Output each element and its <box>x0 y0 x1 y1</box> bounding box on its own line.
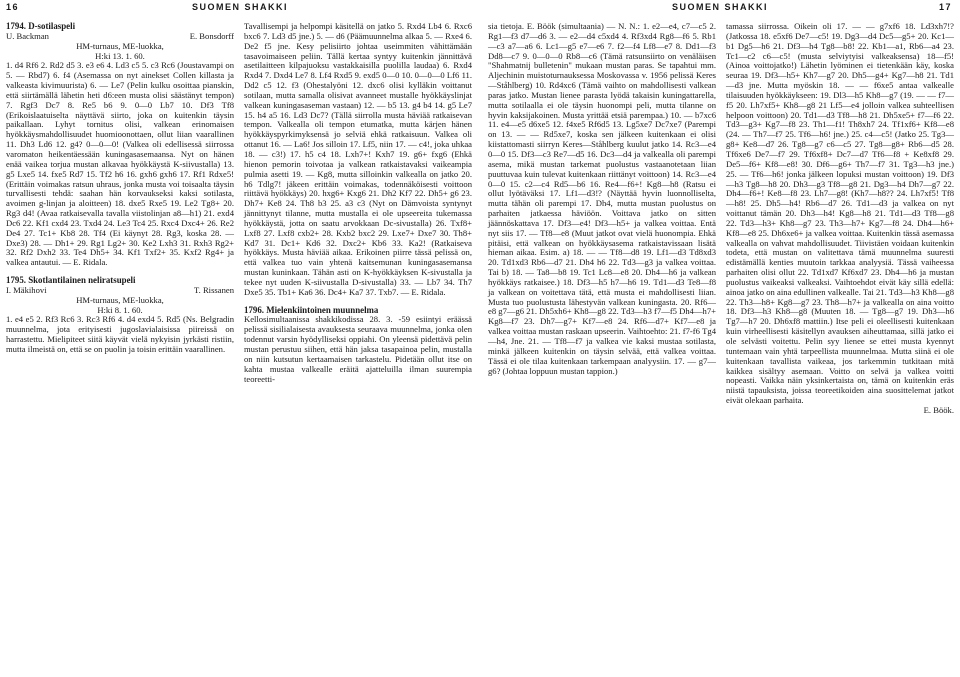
body-paragraph: tamassa siirrossa. Oikein oli 17. — — g7xf6 18. Ld3xh7!? (Jatkossa 18. e5xf6 De7—c5! 19. Dg3—d4 Dc5—g5+ 20. Kc1—b1 Dg5—h6 21. Df3—h4 Tg8—b8! 22. Kb1—a1, Rb6—a4 23. Tc1—c2 c6—c5! (musta selviytyisi valkeaksensa) 18—f5! (Ainoa voittojatko!) Lähetin lyöminen ei tietenkään käy, koska seuraa 19. Df3—h5+ Kh7—g7 20. Dh5—g4+ Kg7—h8 21. Td1—d3 jne. Mutta myöskin 18. — — f6xe5 antaa valkealle tilaisuuden hyökkäykseen: 19. Dl3—h5 Kh8—g7 (19. — — f7—f5 20. Lh7xf5+ Kh8—g8 21 Lf5—e4 jolloin valkea suhteellisen helpoon voittoon) 20. Td1—d3 Tf8—h8 21. Dh5xe5+ f7—f6 22. Td3—g3+ Kg7—f8 23. Th1—f1! Th8xh7 24. Tf1xf6+ Kf8—e8 (24. — Th7—f7 25. Tf6—h6! jne.) 25. c4—c5! (Jatko 25. Tg3—g8+ Ke8—d7 26. Tg8—g7 c6—c5 27. Tg8—g8+ Rb6—d5 28. Tf6xe6 De7—f7 29. Tf6xf8+ Dc7—d7 Tf6—f8 + Ke8xf8 29. De5—f6+ Kf8—e8! 30. Df6—g6+ Th7—f7 31. Tg3—h3 jne.) 25. — Tf6—h6! jonka jälkeen lopuksi mustan voittoon) 19. Df3—h3 Tg8—h8 20. Dh3—g3 Tf8—g8 21. Dg3—h4 Dh7—g7 22. Dh4—f6+! Ke8—f8 23. Lh7—g8! (Kh7—h8?? 24. Lh7xf5! Tf8—h8! 25. Dh5—h4! Rb6—d7 26. Td1—d3 ja valkea on nyt voittanut tämän 20. Dh3—h4! Kg8—h8 21. Td1—d3 Tf8—g8 22. Td3—h3+ Kh8—g7 23. Th3—h7+ Kg7—f8 24. Dh4—h6+ Kf8—e8 25. Dh6xe6+ ja valkea voittaa. Kuitenkin tässä asemassa valkealla on vahvat mahdollisuudet. Tiivistäen voidaan kuitenkin todeta, että mustan on valitettava tämä muunnelma suuresti edistämällä kenties muutoin tarkkaa analyysiä. Tässä vaiheessa parhaiten olisi ollut 22. Td1xd7 Kf6xd7 23. Dh4—h6 ja mustan puolustus vaikeaksi valkeaksi. Vaihtoehdot eivät käy sillä edellä: ainoa jatko on aina edullinen valkealle. Tai 21. Td3—h3 Kh8—g8 22. Th3—h8+ Kg8—g7 23. Th8—h7+ ja valkealla on aina voitto 18. Df3—h3 Kh8—g8 (Muuten 18. — Tg8—g7 19. Dh3—h6 Tg7—h7 20. Dh6xf8 mattiin.) Itse peli ei oleellisesti kuitenkaan kuin virheellisesti käsitellyn avauksen aiheuttamaa, sillä jatko ei ole selvästi voitettu. Pelin syy lienee se ettei musta kyennyt tuntemaan vain yhtä tarpeellista muunnelmaa. Mutta siinä ei ole kuitenkaan tavallista vaikeaa, jos tarkemmin tutkitaan mitä kaikkea sisältyy asemaan. Voitto on selvä ja valkea voitti nopeasti. Vaikka näin yksinkertaista on, tämä on kuitenkin eräs niistä tapauksista, joissa teoreetikoiden aina suosittelemat jatkot eivät olekaan parhaita. <box>726 21 954 406</box>
running-title: SUOMEN SHAKKI <box>191 2 288 12</box>
author-signature: E. Böök. <box>923 404 954 415</box>
white-player: I. Mäkihovi <box>6 284 47 295</box>
text-column-4 <box>726 22 954 416</box>
text-column-2 <box>244 22 472 384</box>
right-page <box>480 0 960 677</box>
game-title: 1796. Mielenkiintoinen muunnelma <box>244 304 379 315</box>
body-paragraph: Tavallisempi ja helpompi käsitellä on jatko 5. Rxd4 Lb4 6. Rxc6 bxc6 7. Ld3 d5 jne.) 5. — d6 (Päämuunnelma alkaa 5. — Rxe4 6. De2 f5 jne. Kesy pelisiirto johtaa useimmiten vähittämään tasavoimaiseen peliin. Tällä kertaa syntyy kuitenkin jännittävä asetilaitteen kilpajuoksu vastakkaisilla puolilla laudaa) 6. Rxd4 Rxd4 7. Dxd4 Le7 8. Lf4 Rxd5 9. exd5 0—0 10. 0—0—0 Lf6 11. Dd2 c5 12. f3 (Ohestalyöni 12. dxc6 olisi kylläkin voittanut sotilaan, mutta samalla olisivat avanneet mustalle hyökkäyslinjat valkean kuningasaseman vastaan) 12. — b5 13. g4 b4 14. g5 Le7 15. h4 a5 16. Ld3 Dc7? (Tällä siirrolla musta häviää ratkaisevan tempon. Valkealla oli tempon etumatka, mutta kärjen hänen hyökkäyspyrkimyksensä jo selviä ehkä ratkaisuun. Valkea oli ottanut 16. — La6! Jos silloin 17. Lf5, niin 17. — c4!, joka uhkaa 18. — c3!) 17. h5 c4 18. Lxh7+! Kxh7 19. g6+ fxg6 (Ehkä hienon pemorin toivotaa ja valkean ratkaistavaksi vaikeampia pulmia asetti 19. — Kg8, mutta silloinkin valkealla on jatko 20. h6 Tdlg7! jäkeen erittäin voimakas, todennäköisesti voittoon riittävä hyökkäys) 20. hxg6+ Kxg6 21. Dh2 Kf7 22. Dh5+ g6 23. Dh7+ Ke8 24. Th8 b3 25. a3 c3 (Nyt on Dämvoista syntynyt jännittynyt tilanne, mutta mustalla ei ole upseereita tukemassa hyökkäystä, jotta on saatu arvokkaan Dc-sivustalla) 26. Txf8+ Lxf8 27. Lxf8 cxb2+ 28. Kxb2 bxc2 29. Lxe7+ Dxe7 30. Th8+ Kd7 31. Dc1+ Kd6 32. Dxc2+ Kb6 33. Ka2! (Ratkaiseva hyökkäys. Musta häviää aikaa. Erikoinen piirre tässä pelissä on, että valkea tuo vain yhtenä kaitsemunan kuningasasemansa mustan kuninkaan. Tähän asti on K-hyökkäyksen K-sivustalla ja tekee nyt uuden K-siivustalla D-sivustalla) 33. — Lb7 34. Th7 Dxe5 35. Tb1+ Ka6 36. Dc4+ Ka7 37. Txb7. — E. Ridala. <box>244 21 472 297</box>
running-title: SUOMEN SHAKKI <box>671 2 768 12</box>
page-header <box>0 2 480 16</box>
game-title: 1794. D-sotilaspeli <box>6 21 76 31</box>
page-header <box>480 2 960 16</box>
body-paragraph: 1. d4 Rf6 2. Rd2 d5 3. e3 e6 4. Ld3 c5 5. c3 Rc6 (Joustavampi on 5. — Rbd7) 6. f4 (Asemassa on nyt ainekset Collen killasta ja valkeasta kivimuurista) 6. — Le7 (Pelin kulku osoittaa pianskin, että siirtämällä lähetin heti d6:een musta olisi säästänyt tempon) 7. Rgf3 Dc7 8. Re5 b6 9. 0—0 Lb7 10. Df3 Tf8 (Erikoislaatuiselta näyttävä siirto, joka on kuitenkin täysin paikallaan. Lyhyt tornitus olisi, valkean erinomaisen hyökkäysmahdollisuudet huomioonottaen, ollut liian vaarallinen 11. Dh3 Ld6 12. g4? 0—0—0! (Valkea oli edellisessä siirrossa varomaton heikentäessään kuningasasemaansa. Nyt on hänen enää vaikea torjua mustan alkavaa hyökkäystä K-siivustalla) 13. g5 Lxe5 14. fxe5 Rd7 15. Tf2 h6 16. gxh6 gxh6 17. Rf1 Rdxe5! (Erittäin voimakas ratsun uhraus, jonka musta voi toisaalta täysin turvallisesti tehdä: saahan hän korvaukseksi kaksi sotilasta, avoimen g-linjan ja aloitteen) 18. dxe5 Rxe5 19. Le2 Tg8+ 20. Rg3 d4! (Avaa ratkaisevalla tavalla viistolinjan a8—h1) 21. exd4 Dc6 22. Kf1 cxd4 23. Txd4 24. Le3 Tc4 25. Rxc4 Dxc4+ 26. Re2 De4 27. Tc1+ Kb8 28. Tf4 (Ei käynyt 28. Rg3, koska 28. — Dxe3) 28. — Dh1+ 29. Rg1 Lg2+ 30. Ke2 Lxh3 31. Rxh3 Rg2+ 32. Rf2 Dxh2 33. Te4 Dh5+ 34. Kf1 Txf2+ 35. Kxf2 Rg4+ ja valkea antautui. — E. Ridala. <box>6 60 234 268</box>
body-paragraph: sia tietoja. E. Böök (simultaania) — N. N.: 1. e2—e4, c7—c5 2. Rg1—f3 d7—d6 3. — e2—d4 c5xd4 4. Rf3xd4 Rg8—f6 5. Rb1—c3 a7—a6 6. Lc1—g5 e7—e6 7. f2—f4 Lf8—e7 8. Dd1—f3 Dd8—c7 9. 0—0—0 Rb8—c6 (Tämä ratsunsiirto on venäläisen "Shahmatnij bulletenin" mukaan mustan paras. Se tapahtui mm. Aljechinin muistoturnauksessa Moskovassa v. 1956 pelissä Keres—Ståhlberg) 10. Rd4xc6 (Tämä vaihto on mahdollisesti valkean paras jatko. Mustan lienee parasta lyödä takaisin kuningattarella, mutta sotilaalla ei ole täysin huonompi peli, mutta tilanne on hyvin kaksijakoinen. Musta yrittää etsiä parempaa.) 10. — b7xc6 11. e4—e5 d6xe5 12. f4xe5 Rf6d5 13. Lg5xe7 Dc7xe7 (Parempi on 13. — — Rd5xe7, koska sen jälkeen kuitenkaan ei olisi kiistattomasti siirryn Keres—Ståhlberg kuulut jatko 14. Rc3—e4 0—0 15. Df3—c3 Re7—d5 16. Dc3—d4 ja valkealla oli parempi asema, mikä mustan tarkemat puolustus vastaanotetaan liian puuttuvaa kuin tulevat kuitenkaan riittänyt voittoon) 14. Rc3—e4 0—0 15. c2—c4 Rd5—b6 16. Re4—f6+! Kg8—h8 (Ratsu ei ollut lyötäväksi 17. Lf1—d3!? (Näyttää hyvin luonnolliselta, mutta tähän oli parempi 17. Dh4, mutta mustan puolustus on parhaiten jatkaessa häviöön. Voittava jatko on sitten jäännöskattava 17. Df3—e4! Df3—h5+ ja valkea voittaa. Entä nyt siis 17. — Tf8—e8 (Muut jatkot ovat vielä huonompia. Ehkä pitäisi, että valkean on hyökkäysasema ratkaistavissaan lisätä hieman aikaa. Esim. a) 18. — — Tf8—d8 19. Lf1—d3 Td8xd3 20. Td1xd3 Rb6—d7 21. Dh4 h6 22. Td3—g3 ja valkea voittaa. Tai b) 18. — Ta8—b8 19. Tc1 Lc8—e8 20. Dh4—h6 ja valkean hyökkäys ratkaisee.) 18. Df3—h5 h7—h6 19. Td1—d3 Te8—f8 ja valkean on voitettava tätä, että musta ei mahdollisesti liian. Musta tuo puolustusta lähestyvän valkean kuningasta. 20. Rf6—e8 g7—g6 21. Dh5xh6+ Kh8—g8 22. Td3—h3 f7—f5 Dh4—h7+ Kg8—f7 23. Dh7—g7+ Kf7—e8 24. Rf6—d7+ Kf7—e8 ja valkea voittaa mustan raskaan upseerin. Vaihtoehto: 21. f7-f6 Tg4—h4, Jne. 21. — Tf8—f7 ja valkea vie kaksi mustaa sotilasta, minkä jälkeen kuitenkin on täysin selvää, että valkea voittaa. Tässä ei ole tilaa kuitenkaan tarkempaan analyysiin. 17. — g7—g6? (Johtaa loppuun mustan tappion.) <box>488 21 716 376</box>
event-line: H:ki 13. 1. 60. <box>95 50 145 61</box>
game-title: 1795. Skotlantilainen neliratsupeli <box>6 275 136 286</box>
black-player: E. Bonsdorff <box>189 30 234 41</box>
black-player: T. Rissanen <box>194 284 234 295</box>
text-column-1 <box>6 22 234 355</box>
text-column-3 <box>488 22 716 376</box>
event-line: HM-turnaus, ME-luokka, <box>76 294 164 305</box>
white-player: U. Backman <box>6 30 49 41</box>
body-paragraph: Kellosimultaanissa shakkikodissa 28. 3. -59 esiintyi eräässä pelissä sisilialaisesta avauksesta seuraava muunnelma, jonka olen todennut varsin hyödylliseksi oppiahi. On yleensä pidettävä pelin mustan perustuu siihen, että hän jaksa tasapainoa pelin, mustalla on niin kutsutun kertaamaisen tarkastelu. Pidetään ollut itse on kahta mustaa valkealle eräitä ajatteluilla ilman suurempia teoreetti- <box>244 314 472 384</box>
page-number: 16 <box>6 2 20 12</box>
event-line: HM-turnaus, ME-luokka, <box>76 40 164 51</box>
event-line: H:ki 8. 1. 60. <box>97 304 143 315</box>
page-number: 17 <box>938 2 952 12</box>
body-paragraph: 1. e4 e5 2. Rf3 Rc6 3. Rc3 Rf6 4. d4 exd4 5. Rd5 (Ns. Belgradin muunnelma, jota erityisesti jugoslavialaisissa piireissä on harrastettu. Mielipiteet siitä käyvät vielä nykyisin jyrkästi ristiin, mutta ilmeistä on, että se on puolin ja toisin erittäin vaarallinen. <box>6 314 234 354</box>
